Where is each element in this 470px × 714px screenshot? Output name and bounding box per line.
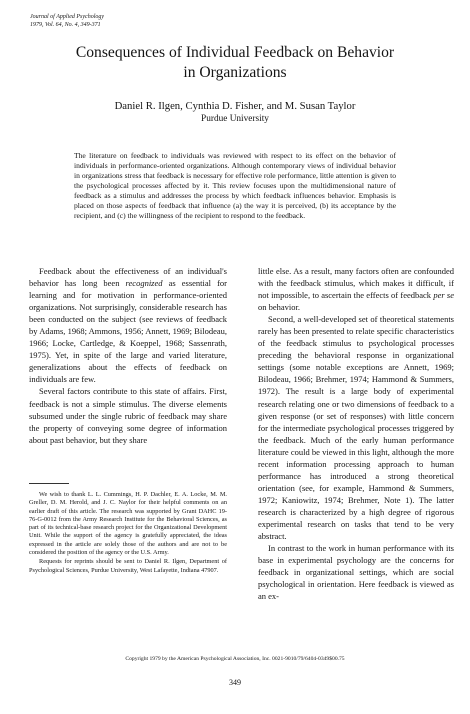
author-list: Daniel R. Ilgen, Cynthia D. Fisher, and M. Susan Taylor [114, 100, 356, 112]
affiliation: Purdue University [201, 114, 269, 124]
italic-text: per se [433, 290, 454, 301]
acknowledgement-footnote: We wish to thank L. L. Cummings, H. P. Dachler, E. A. Locke, M. M. Greller, D. M. Herold, and J. C. Naylor for their helpful comments on an earlier draft of this article. The research was supported by Grant DAHC 19-76-G-0012 from the Army Research Institute for the Behavioral Sciences, as part of its technical-base research project for the Organizational Development Unit. While the support of the agency is gratefully appreciated, the ideas expressed in the article are solely those of the authors and are not to be considered the position of the agency or the U.S. Army. [29, 491, 227, 557]
footnotes [29, 491, 227, 575]
reprint-footnote: Requests for reprints should be sent to Daniel R. Ilgen, Department of Psychological Sciences, Purdue University, West Lafayette, Indiana 47907. [29, 558, 227, 574]
body-paragraph: In contrast to the work in human performance with its base in experimental psychology are the concerns for feedback in organizational settings, which are social psychological in orientation. Here feedback is viewed as an ex- [258, 543, 454, 602]
copyright-notice: Copyright 1979 by the American Psychological Association, Inc. 0021-9010/79/6404-0349$00.75 [125, 656, 345, 662]
body-text: little else. As a result, many factors often are confounded with the feedback stimulus, which makes it difficult, if not impossible, to ascertain the effects of feedback [258, 266, 454, 301]
right-column [258, 265, 454, 602]
left-column [29, 265, 227, 446]
journal-name: Journal of Applied Psychology [30, 14, 105, 20]
journal-citation [30, 14, 104, 29]
journal-volume: 1979, Vol. 64, No. 4, 349-371 [30, 21, 101, 28]
body-paragraph [29, 265, 227, 385]
title-line-1: Consequences of Individual Feedback on Behavior [75, 44, 395, 61]
body-text: Feedback about the effectiveness of an individual's behavior has long been [29, 266, 227, 289]
body-text: as essential for learning and for motivation in performance-oriented organizations. Not surprisingly, considerable research has been conducted on the subject (see reviews of feedback by Adams, 1968; Ammons, 1956; Annett, 1969; Bilodeau, 1966; Locke, Cartledge, & Koeppel, 1968; Sassenrath, 1975). Yet, in spite of the large and varied literature, generalizations about the effects of feedback on individuals are few. [29, 278, 227, 385]
page-number: 349 [229, 678, 241, 687]
italic-text: recognized [125, 278, 163, 289]
body-paragraph [258, 265, 454, 313]
title-line-2: in Organizations [183, 63, 287, 81]
article-title [0, 43, 470, 82]
footnote-divider [29, 483, 69, 484]
body-paragraph: Several factors contribute to this state of affairs. First, feedback is not a simple stimulus. The diverse elements subsumed under the single rubric of feedback may share the property of conveying some degree of information about past behavior, but they share [29, 386, 227, 445]
body-paragraph: Second, a well-developed set of theoretical statements rarely has been presented to relate specific characteristics of the feedback stimulus to psychological processes preceding the behavioral response in organizational settings (some notable exceptions are Annett, 1969; Bilodeau, 1966; Brehmer, 1974; Hammond & Summers, 1972). The result is a large body of experimental research relating one or two dimensions of feedback to a given response (or set of responses) with little concern for the intermediate psychological processes triggered by the feedback. Much of the early human performance literature could be viewed in this light, although the more recent information processing approach to human performance has introduced a strong theoretical orientation (see, for example, Hammond & Summers, 1972; Kaniowitz, 1974; Brehmer, Note 1). The latter research is characterized by a high degree of rigorous experimental research on tasks that tend to be very abstract. [258, 314, 454, 542]
abstract: The literature on feedback to individuals was reviewed with respect to its effect on the behavior of individuals in performance-oriented organizations. Although contemporary views of individual behavior in organizations stress that feedback is necessary for effective role performance, little attention is given to the psychological processes affected by it. This review focuses upon the multidimensional nature of feedback as a stimulus and addresses the process by which feedback influences behavior. Emphasis is placed on those aspects of feedback that influence (a) the way it is perceived, (b) its acceptance by the recipient, and (c) the willingness of the recipient to respond to the feedback. [74, 151, 396, 221]
body-text: on behavior. [258, 302, 301, 313]
